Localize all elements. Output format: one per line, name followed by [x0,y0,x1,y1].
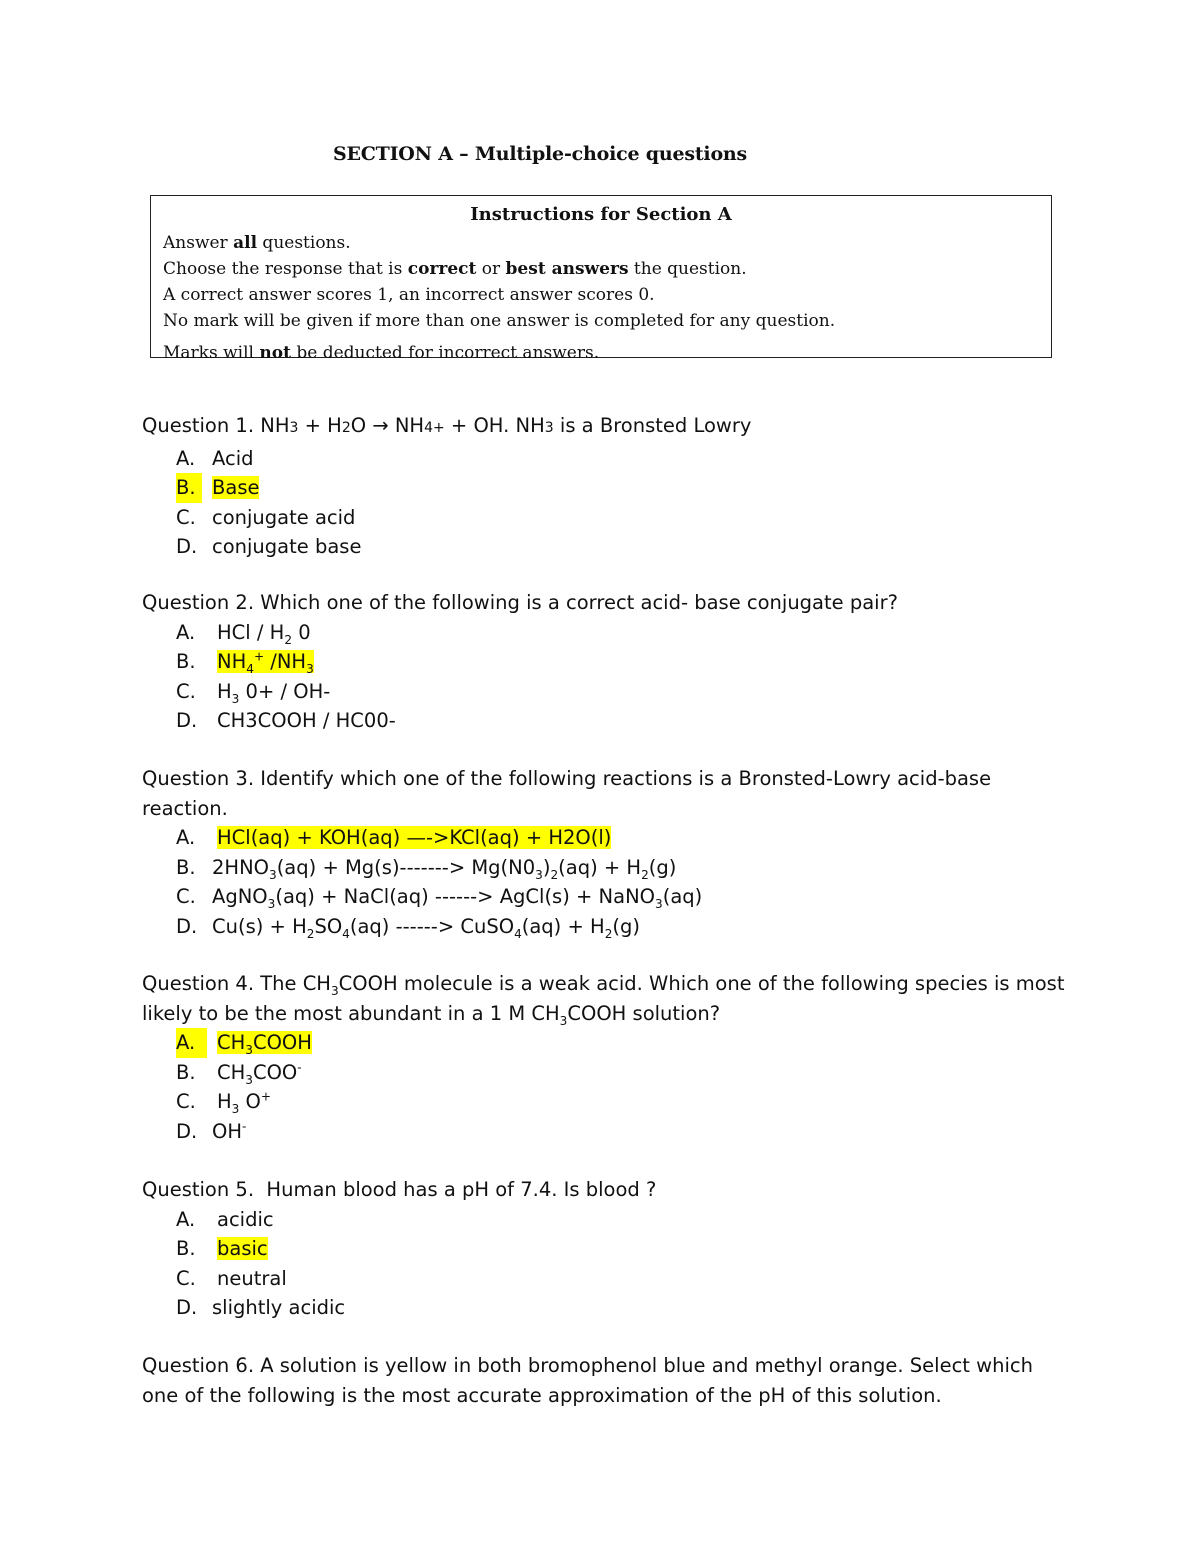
question-stem: Question 6. A solution is yellow in both bromophenol blue and methyl orange. Select which one of the following is the most accurate approximation of the pH of this solution. [142,1354,1033,1407]
instruction-line-3: A correct answer scores 1, an incorrect answer scores 0. [163,285,655,305]
option-list [142,1028,1072,1146]
question-stem: Question 4. The $CH_3COOH$ molecule is a weak acid. Which one of the following species is most likely to be the most abundant in a 1 M $CH_3COOH$ solution? [142,972,1065,1028]
instruction-line-5: Marks will not be deducted for incorrect answers. [163,343,600,363]
option-c[interactable]: C. neutral [176,1266,287,1290]
option-c[interactable]: C. $H_3$ O+ [176,1089,272,1116]
highlighted-answer: $NH_4^+$ $/NH_3$ [217,649,314,676]
question-stem: Question 5. Human blood has a pH of 7.4. Is blood ? [142,1178,657,1201]
instructions-box [150,195,1052,363]
option-c[interactable]: C. AgNO$_3$(aq) + NaCl(aq) ------> AgCl(s) + NaNO$_3$(aq) [176,885,703,911]
option-list [142,444,1072,562]
section-title: SECTION A – Multiple-choice questions [332,143,748,165]
question-stem: Question 1. NH3 + H2O → NH4+ + OH. NH3 is a Bronsted Lowry [142,414,752,437]
option-a[interactable]: A. $CH_3COOH$ [142,1028,1072,1058]
instructions-heading: Instructions for Section A [470,204,732,225]
option-b[interactable]: B. basic [176,1237,268,1260]
option-b[interactable]: B. Base [142,473,1072,503]
option-a[interactable]: A. HCl / $H_2$ 0 [176,620,311,647]
option-b[interactable]: B. $2HNO_3(aq) + Mg(s)-------> Mg(N0_3)_2(aq) + H_2(g)$ [176,855,677,882]
option-d[interactable]: D. CH3COOH / HC00- [176,709,396,732]
option-a[interactable]: A. HCl(aq) + KOH(aq) —->KCl(aq) + H2O(l) [176,826,612,849]
question-5 [142,1175,1072,1323]
question-6 [142,1351,1072,1410]
question-4 [142,969,1072,1146]
question-stem: Question 3. Identify which one of the following reactions is a Bronsted-Lowry acid-base reaction. [142,767,992,820]
question-3 [142,764,1072,941]
question-2 [142,588,1072,736]
option-list [142,1205,1072,1323]
option-d[interactable]: D. conjugate base [176,535,362,558]
option-list [142,618,1072,736]
highlighted-answer: HCl(aq) + KOH(aq) —->KCl(aq) + H2O(l) [217,826,612,849]
option-a[interactable]: A. Acid [176,446,254,470]
option-d[interactable]: D. OH- [176,1119,247,1143]
instruction-line-2: Choose the response that is correct or best answers the question. [163,259,747,279]
option-a[interactable]: A. acidic [176,1207,274,1231]
question-stem: Question 2. Which one of the following is a correct acid- base conjugate pair? [142,591,898,614]
option-b[interactable]: B. $NH_4^+$ $/NH_3$ [176,649,314,676]
highlighted-answer: Base [212,476,260,499]
option-d[interactable]: D. slightly acidic [176,1296,346,1319]
instruction-line-4: No mark will be given if more than one answer is completed for any question. [163,311,836,331]
instruction-line-1: Answer all questions. [163,233,351,253]
question-1 [142,411,1072,562]
option-d[interactable]: D. $Cu(s) + H_2SO_4(aq)$ ------> CuSO$_4$(aq) + $H_2(g)$ [176,914,640,941]
option-list [142,823,1072,941]
option-c[interactable]: C. $H_3$ 0+ / OH- [176,679,331,706]
highlighted-answer: basic [217,1237,268,1260]
highlighted-answer: $CH_3COOH$ [217,1031,312,1057]
option-b[interactable]: B. $CH_3COO^-$ [176,1060,302,1087]
option-c[interactable]: C. conjugate acid [176,505,356,529]
